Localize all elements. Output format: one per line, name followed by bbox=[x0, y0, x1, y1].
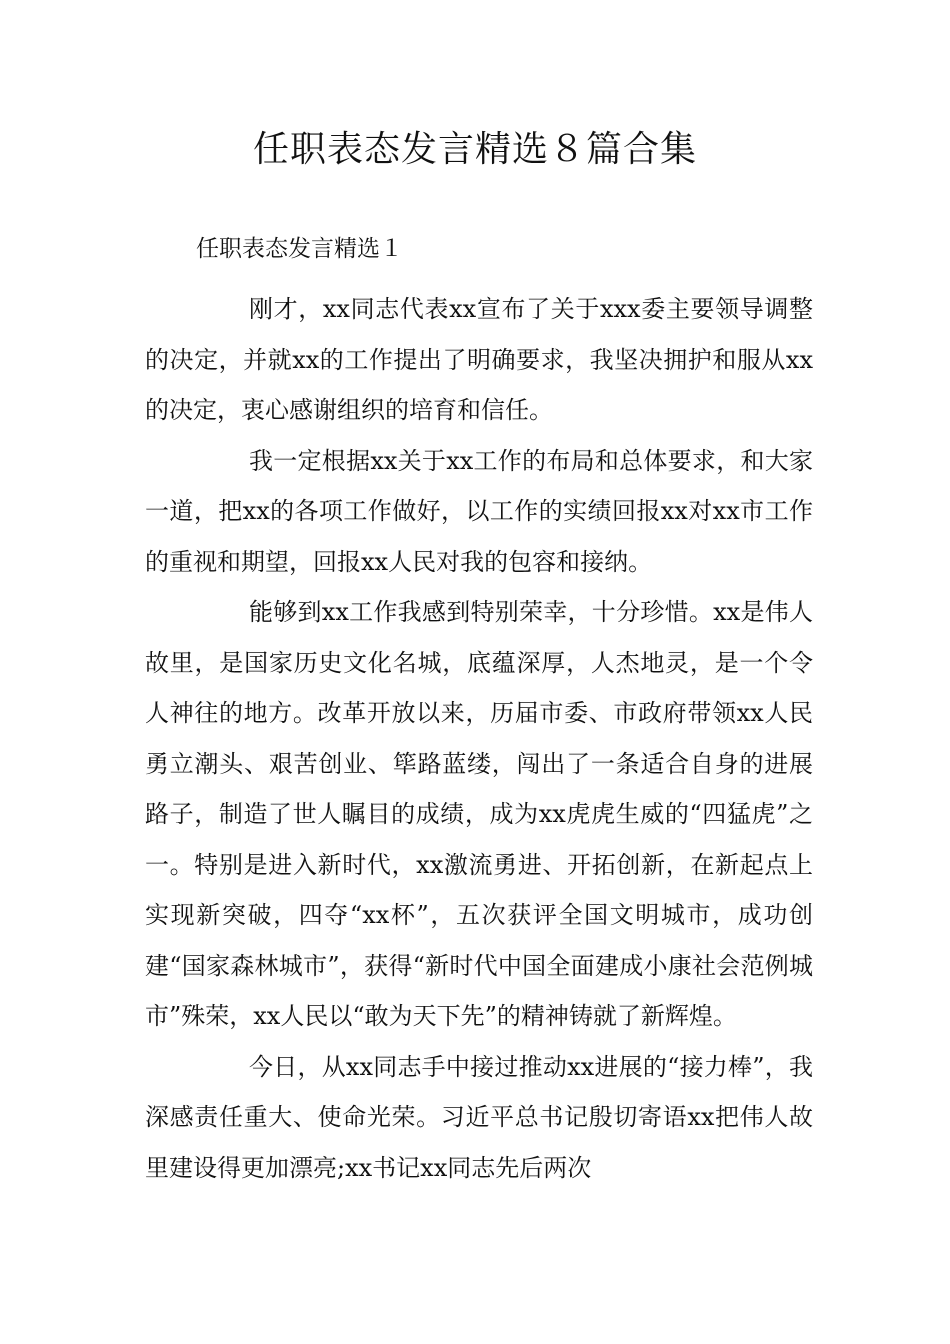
section-heading: 任职表态发言精选１ bbox=[196, 236, 403, 262]
document-title: 任职表态发言精选８篇合集 bbox=[252, 129, 697, 170]
paragraph: 我一定根据xx关于xx工作的布局和总体要求，和大家一道，把xx的各项工作做好，以工作的实绩回报xx对xx市工作的重视和期望，回报xx人民对我的包容和接纳。 bbox=[145, 446, 813, 576]
paragraph: 今日，从xx同志手中接过推动xx进展的“接力棒”，我深感责任重大、使命光荣。习近平总书记殷切寄语xx把伟人故里建设得更加漂亮;xx书记xx同志先后两次 bbox=[145, 1052, 813, 1182]
body-text bbox=[145, 284, 813, 1193]
paragraph: 能够到xx工作我感到特别荣幸，十分珍惜。xx是伟人故里，是国家历史文化名城，底蕴深厚，人杰地灵，是一个令人神往的地方。改革开放以来，历届市委、市政府带领xx人民勇立潮头、艰苦创业、筚路蓝缕，闯出了一条适合自身的进展路子，制造了世人瞩目的成绩，成为xx虎虎生威的“四猛虎”之一。特别是进入新时代，xx激流勇进、开拓创新，在新起点上实现新突破，四夺“xx杯”，五次获评全国文明城市，成功创建“国家森林城市”，获得“新时代中国全面建成小康社会范例城市”殊荣，xx人民以“敢为天下先”的精神铸就了新辉煌。 bbox=[145, 598, 813, 1030]
paragraph: 刚才，xx同志代表xx宣布了关于xxx委主要领导调整的决定，并就xx的工作提出了明确要求，我坚决拥护和服从xx的决定，衷心感谢组织的培育和信任。 bbox=[145, 295, 813, 424]
